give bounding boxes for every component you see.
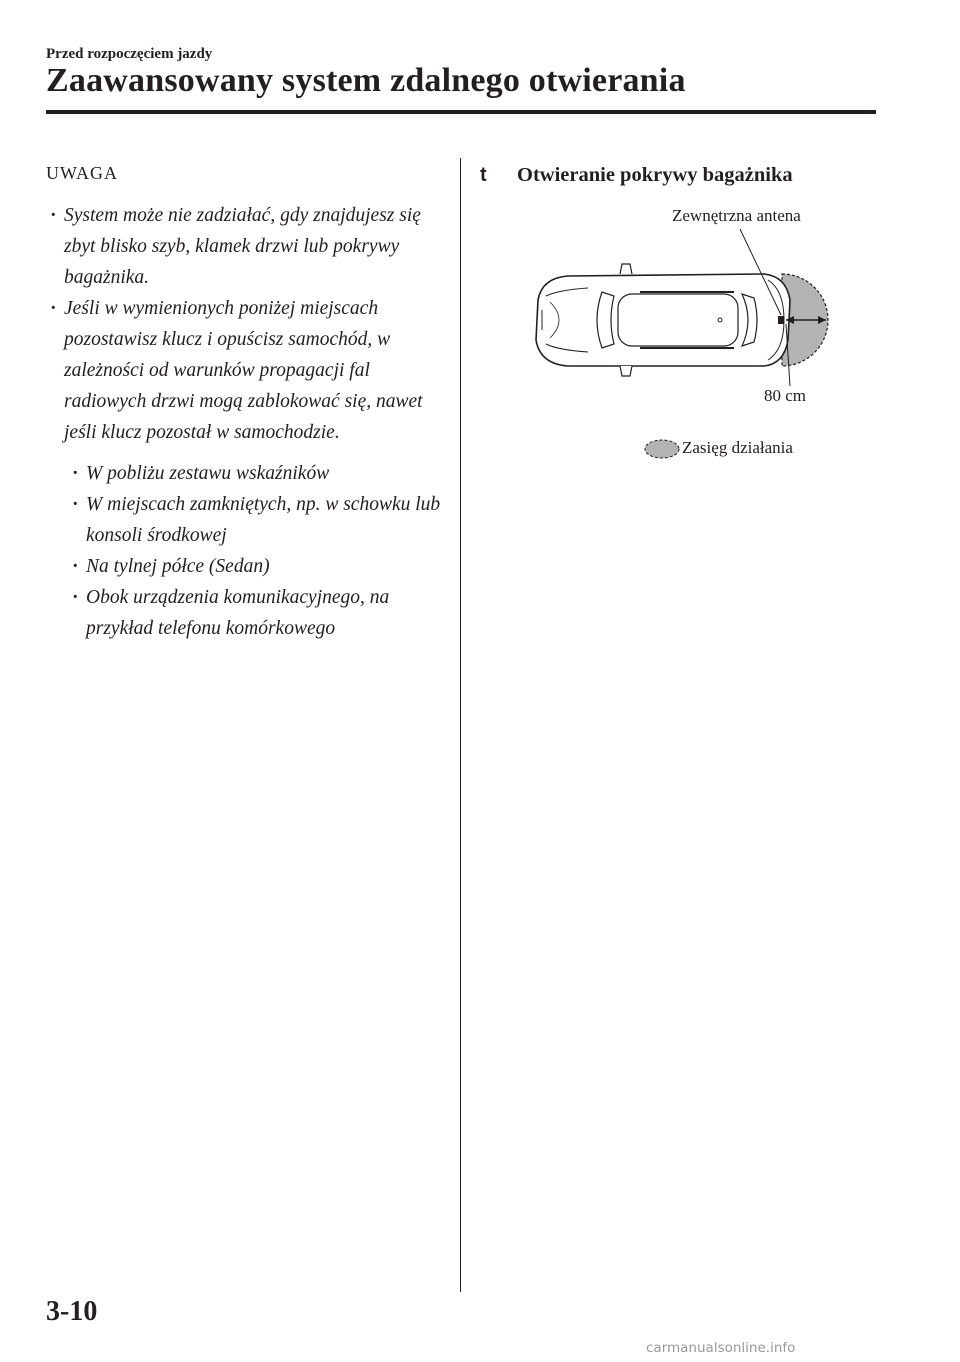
- page-title: Zaawansowany system zdalnego otwierania: [46, 62, 686, 99]
- windshield: [597, 292, 614, 348]
- note-subitem: · W pobliżu zestawu wskaźników: [68, 458, 446, 489]
- note-item: · Jeśli w wymienionych poniżej miejscach pozostawisz klucz i opuścisz samochód, w zależności od warunków propagacji fal radiowych drzwi mogą zablokować się, nawet jeśli klucz pozostał w samochodzie.: [46, 293, 446, 448]
- note-column: [46, 160, 446, 644]
- section-column: [480, 160, 880, 190]
- note-sublist: [46, 458, 446, 644]
- watermark: carmanualsonline.info: [646, 1340, 796, 1356]
- antenna-label: Zewnętrzna antena: [672, 206, 801, 225]
- antenna-marker: [778, 316, 784, 324]
- note-item: · System może nie zadziałać, gdy znajdujesz się zbyt blisko szyb, klamek drzwi lub pokrywy bagażnika.: [46, 200, 446, 293]
- legend-label: Zasięg działania: [682, 438, 793, 457]
- section-heading: [480, 160, 880, 190]
- title-rule: [46, 110, 876, 114]
- note-subitem: · Na tylnej półce (Sedan): [68, 551, 446, 582]
- note-subitem: · Obok urządzenia komunikacyjnego, na przykład telefonu komórkowego: [68, 582, 446, 644]
- column-divider: [460, 158, 461, 1292]
- legend-swatch: [645, 440, 679, 458]
- roof: [618, 294, 738, 346]
- section-label: Przed rozpoczęciem jazdy: [46, 46, 213, 62]
- car-top-view-illustration: [528, 200, 838, 470]
- note-subitem: · W miejscach zamkniętych, np. w schowku lub konsoli środkowej: [68, 489, 446, 551]
- mirror-right: [620, 366, 632, 376]
- section-marker-icon: t: [480, 164, 487, 186]
- trunk-range-diagram: [528, 200, 838, 470]
- distance-label: 80 cm: [764, 386, 807, 405]
- note-heading: UWAGA: [46, 163, 118, 183]
- section-heading-text: Otwieranie pokrywy bagażnika: [517, 164, 793, 186]
- page-number: 3-10: [46, 1296, 98, 1327]
- mirror-left: [620, 264, 632, 274]
